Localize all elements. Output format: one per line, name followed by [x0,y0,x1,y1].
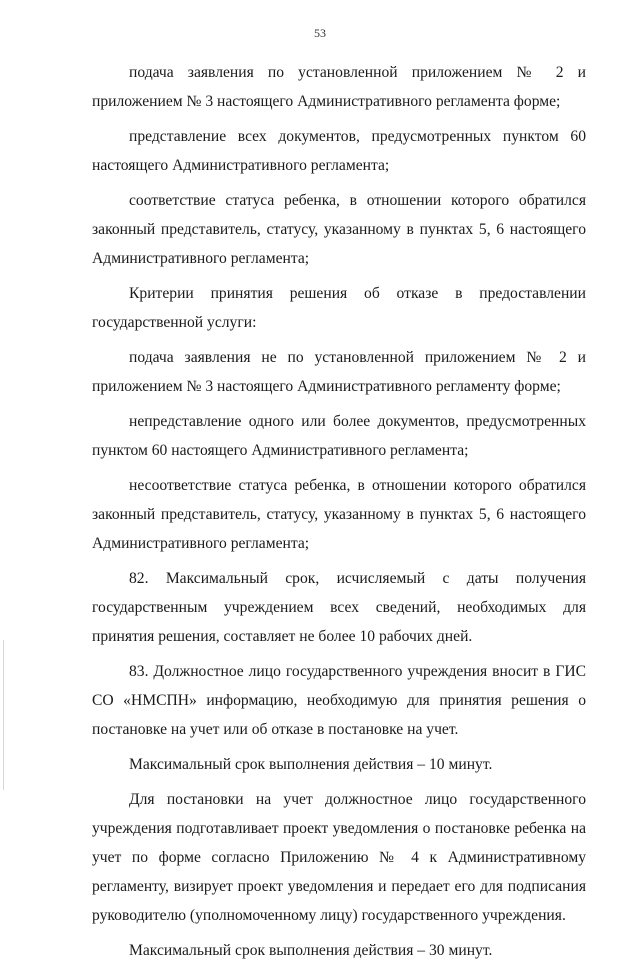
paragraph: Критерии принятия решения об отказе в предоставлении государственной услуги: [92,285,586,331]
paragraph: представление всех документов, предусмотренных пунктом 60 настоящего Административного регламента; [92,128,586,174]
page-number: 53 [314,26,326,40]
paragraph-clause-82: 82. Максимальный срок, исчисляемый с даты получения государственным учреждением всех сведений, необходимых для принятия решения, составляет не более 10 рабочих дней. [92,570,586,645]
paragraph: Для постановки на учет должностное лицо государственного учреждения подготавливает проект уведомления о постановке ребенка на учет по форме согласно Приложению № 4 к Административному регламенту, визирует проект уведомления и передает его для подписания руководителю (уполномоченному лицу) государственного учреждения. [92,791,586,924]
paragraph: Максимальный срок выполнения действия – 10 минут. [129,756,493,773]
paragraph: подача заявления по установленной приложением № 2 и приложением № 3 настоящего Административного регламента форме; [92,64,586,110]
paragraph: Максимальный срок выполнения действия – 30 минут. [129,942,493,959]
document-body [92,58,586,965]
scan-edge-mark [3,640,4,790]
paragraph: несоответствие статуса ребенка, в отношении которого обратился законный представитель, статусу, указанному в пунктах 5, 6 настоящего Административного регламента; [92,477,586,552]
paragraph-clause-83: 83. Должностное лицо государственного учреждения вносит в ГИС СО «НМСПН» информацию, необходимую для принятия решения о постановке на учет или об отказе в постановке на учет. [92,663,586,738]
paragraph: соответствие статуса ребенка, в отношении которого обратился законный представитель, статусу, указанному в пунктах 5, 6 настоящего Административного регламента; [92,192,586,267]
paragraph: непредставление одного или более документов, предусмотренных пунктом 60 настоящего Административного регламента; [92,413,586,459]
paragraph: подача заявления не по установленной приложением № 2 и приложением № 3 настоящего Административного регламенту форме; [92,349,586,395]
